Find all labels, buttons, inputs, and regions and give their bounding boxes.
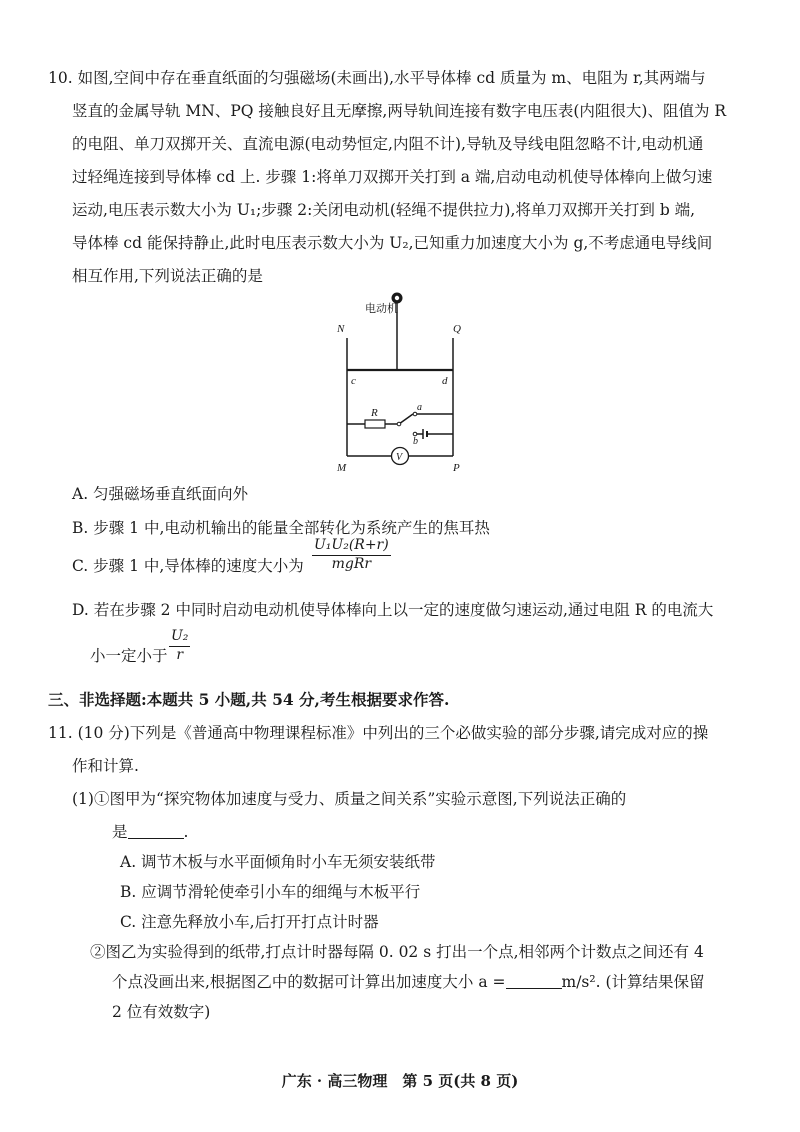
label-R: R xyxy=(371,407,378,419)
label-Q: Q xyxy=(453,323,461,335)
q10-option-d-line-1: D. 若在步骤 2 中同时启动电动机使导体棒向上以一定的速度做匀速运动,通过电阻 R 的电流大 xyxy=(72,601,714,619)
fraction-denominator: mgRr xyxy=(331,556,372,572)
label-c: c xyxy=(351,375,356,387)
fraction-numerator: U₂ xyxy=(171,628,189,644)
q11-part1-line-1: (1)①图甲为“探究物体加速度与受力、质量之间关系”实验示意图,下列说法正确的 xyxy=(72,790,627,808)
q10-line-2: 竖直的金属导轨 MN、PQ 接触良好且无摩擦,两导轨间连接有数字电压表(内阻很大)、阻值为 R xyxy=(72,102,727,120)
q11-option-b: B. 应调节滑轮使牵引小车的细绳与木板平行 xyxy=(120,883,421,901)
q10-option-b: B. 步骤 1 中,电动机输出的能量全部转化为系统产生的焦耳热 xyxy=(72,519,490,537)
q10-line-3: 的电阻、单刀双掷开关、直流电源(电动势恒定,内阻不计),导轨及导线电阻忽略不计,电动机通 xyxy=(72,135,704,153)
section-heading: 三、非选择题:本题共 5 小题,共 54 分,考生根据要求作答. xyxy=(48,690,450,709)
answer-blank[interactable] xyxy=(128,824,184,839)
page-footer: 广东 · 高三物理 第 5 页(共 8 页) xyxy=(281,1072,519,1090)
label-a: a xyxy=(417,402,422,413)
q11-option-c: C. 注意先释放小车,后打开打点计时器 xyxy=(120,913,379,931)
circuit-diagram xyxy=(335,290,475,475)
q10-option-d-line-2: 小一定小于 xyxy=(90,647,168,665)
fraction-denominator: r xyxy=(176,647,184,663)
q10-line-7: 相互作用,下列说法正确的是 xyxy=(72,267,263,285)
answer-blank[interactable] xyxy=(506,974,562,989)
q11-option-a: A. 调节木板与水平面倾角时小车无须安装纸带 xyxy=(120,853,436,871)
q10-line-6: 导体棒 cd 能保持静止,此时电压表示数大小为 U₂,已知重力加速度大小为 g,不考虑通电导线间 xyxy=(72,234,713,252)
label-b: b xyxy=(413,436,418,447)
q11-part2-line-3: 2 位有效数字) xyxy=(112,1003,211,1021)
q11-line-1: 11. (10 分)下列是《普通高中物理课程标准》中列出的三个必做实验的部分步骤,请完成对应的操 xyxy=(48,724,709,742)
label-V: V xyxy=(396,452,403,463)
q11-part2-line-2: 个点没画出来,根据图乙中的数据可计算出加速度大小 a = m/s². (计算结果保留 xyxy=(112,973,705,991)
label-P: P xyxy=(453,462,460,474)
q10-option-a: A. 匀强磁场垂直纸面向外 xyxy=(72,485,249,503)
q10-line-5: 运动,电压表示数大小为 U₁;步骤 2:关闭电动机(轻绳不提供拉力),将单刀双掷开关打到 b 端, xyxy=(72,201,696,219)
q10-option-d-fraction xyxy=(169,628,190,664)
label-d: d xyxy=(442,375,448,387)
label-N: N xyxy=(337,323,345,335)
motor-label: 电动机 xyxy=(365,303,398,315)
label-M: M xyxy=(337,462,347,474)
q10-option-c-fraction xyxy=(312,537,391,573)
fraction-numerator: U₁U₂(R+r) xyxy=(314,537,389,553)
q11-part1-line-2: 是 . xyxy=(112,823,189,841)
q10-option-c: C. 步骤 1 中,导体棒的速度大小为 xyxy=(72,557,304,575)
q11-line-2: 作和计算. xyxy=(72,757,139,775)
q11-part2-line-1: ②图乙为实验得到的纸带,打点计时器每隔 0. 02 s 打出一个点,相邻两个计数点之间还有 4 xyxy=(90,943,704,961)
q10-line-4: 过轻绳连接到导体棒 cd 上. 步骤 1:将单刀双掷开关打到 a 端,启动电动机使导体棒向上做匀速 xyxy=(72,168,713,186)
q10-line-1: 10. 如图,空间中存在垂直纸面的匀强磁场(未画出),水平导体棒 cd 质量为 m、电阻为 r,其两端与 xyxy=(48,69,706,87)
